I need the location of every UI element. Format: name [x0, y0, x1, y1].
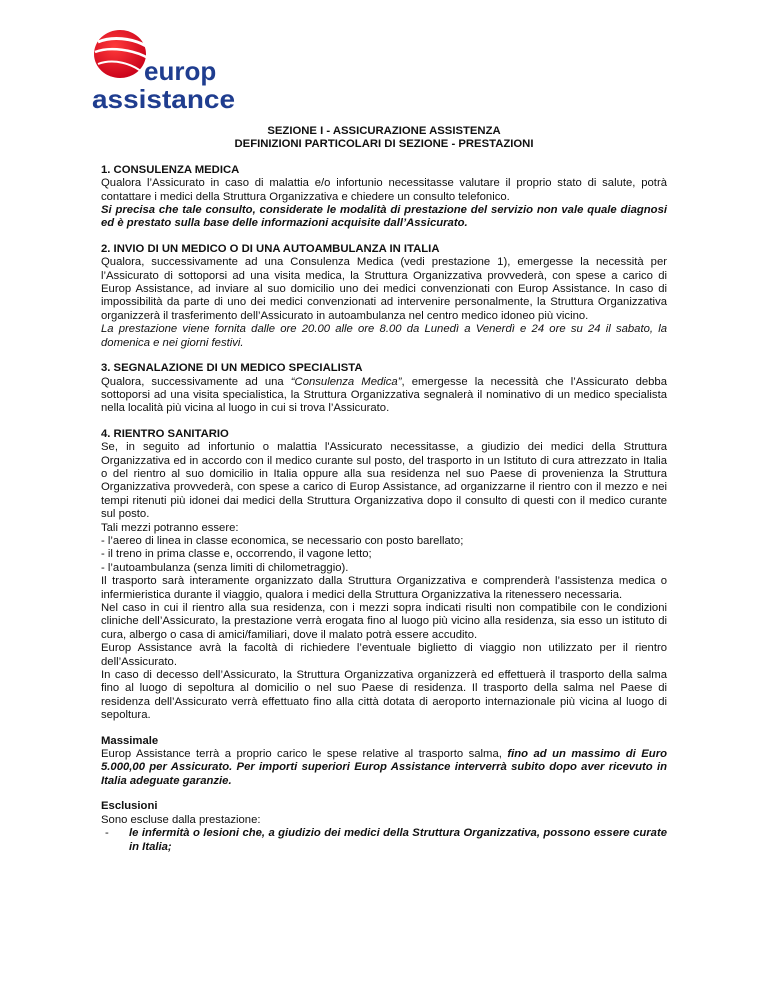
section-3-body-post: , emergesse la necessità che l’Assicurato debba sottoporsi ad una visita specialistica, la Struttura Organizzativa segnalerà il nominativo di un medico specialista nella località più vicina al luogo in cui si trova l’Assicurato. — [101, 375, 667, 415]
section-4-list-item-2: - il treno in prima classe e, occorrendo, il vagone letto; — [101, 548, 372, 561]
section-4-heading: 4. RIENTRO SANITARIO — [101, 427, 229, 440]
section-1-body: Qualora l’Assicurato in caso di malattia e/o infortunio necessitasse valutare il proprio stato di salute, potrà contattare i medici della Struttura Organizzativa e chiedere un consulto telefonico. — [101, 177, 667, 203]
globe-logo-icon — [92, 28, 237, 112]
section-3-body-pre: Qualora, successivamente ad una — [101, 375, 291, 388]
logo-line1: europ — [144, 56, 217, 86]
section-4-p3: Il trasporto sarà interamente organizzato dalla Struttura Organizzativa e comprenderà l’assistenza medica o infermieristica durante il viaggio, qualora i medici della Struttura Organizzativa la ritenessero necessaria. — [101, 575, 667, 601]
section-3-body — [101, 376, 667, 416]
logo-line2: assistance — [92, 84, 235, 112]
europ-assistance-logo — [92, 28, 237, 112]
section-4-p5: Europ Assistance avrà la facoltà di richiedere l’eventuale biglietto di viaggio non utilizzato per il rientro dell’Assicurato. — [101, 642, 667, 668]
massimale-heading: Massimale — [101, 734, 159, 747]
section-4-list-item-1: - l’aereo di linea in classe economica, se necessario con posto barellato; — [101, 534, 464, 547]
section-4-list-item-3: - l’autoambulanza (senza limiti di chilometraggio). — [101, 561, 349, 574]
document-body — [101, 125, 667, 854]
massimale-body — [101, 748, 667, 788]
definitions-title: DEFINIZIONI PARTICOLARI DI SEZIONE - PRESTAZIONI — [234, 138, 534, 151]
section-1-heading: 1. CONSULENZA MEDICA — [101, 163, 240, 176]
section-4-p1: Se, in seguito ad infortunio o malattia l'Assicurato necessitasse, a giudizio dei medici della Struttura Organizzativa ed in accordo con il medico curante sul posto, del trasporto in un Istituto di cura attrezzato in Italia o del rientro al suo domicilio in Italia oppure alla sua residenza nel suo Paese di provenienza la Struttura Organizzativa provvederà, con spese a carico di Europ Assistance, ad organizzarne il rientro con il mezzo e nei tempi ritenuti più idonei dai medici della Struttura Organizzativa dopo il consulto di questi con il medico curante sul posto. — [101, 441, 667, 521]
list-dash: - — [105, 827, 109, 840]
esclusioni-list-item — [101, 827, 667, 854]
section-4-p2: Tali mezzi potranno essere: — [101, 521, 239, 534]
section-4-p6: In caso di decesso dell’Assicurato, la Struttura Organizzativa organizzerà ed effettuerà il trasporto della salma fino al luogo di sepoltura al domicilio o nel suo Paese di residenza. Il trasporto della salma nel Paese di residenza dell’Assicurato verrà effettuato fino alla città dotata di aeroporto internazionale più vicina al luogo di sepoltura. — [101, 669, 667, 722]
section-3-heading: 3. SEGNALAZIONE DI UN MEDICO SPECIALISTA — [101, 362, 363, 375]
esclusioni-item-1: le infermità o lesioni che, a giudizio dei medici della Struttura Organizzativa, possono essere curate in Italia; — [129, 827, 667, 853]
section-1-note: Si precisa che tale consulto, considerate le modalità di prestazione del servizio non vale quale diagnosi ed è prestato sulla base delle informazioni acquisite dall’Assicurato. — [101, 204, 667, 230]
section-2-body: Qualora, successivamente ad una Consulenza Medica (vedi prestazione 1), emergesse la necessità per l’Assicurato di sottoporsi ad una visita medica, la Struttura Organizzativa provvederà, con spese a carico di Europ Assistance, ad inviare al suo domicilio uno dei medici convenzionati con Europ Assistance. In caso di impossibilità da parte di uno dei medici convenzionati ad intervenire personalmente, la Struttura Organizzativa organizzerà il trasferimento dell’Assicurato in autoambulanza nel centro medico idoneo più vicino. — [101, 256, 667, 322]
section-2-heading: 2. INVIO DI UN MEDICO O DI UNA AUTOAMBULANZA IN ITALIA — [101, 242, 440, 255]
esclusioni-heading: Esclusioni — [101, 800, 158, 813]
section-2-note: La prestazione viene fornita dalle ore 20.00 alle ore 8.00 da Lunedì a Venerdì e 24 ore su 24 il sabato, la domenica e nei giorni festivi. — [101, 323, 667, 349]
section-3-body-italic: “Consulenza Medica” — [290, 375, 402, 388]
esclusioni-intro: Sono escluse dalla prestazione: — [101, 813, 261, 826]
massimale-body-bold: fino ad un massimo di Euro 5.000,00 per Assicurato. Per importi superiori Europ Assistance interverrà subito dopo aver ricevuto in Italia adeguate garanzie. — [101, 748, 667, 787]
section-4-p4: Nel caso in cui il rientro alla sua residenza, con i mezzi sopra indicati risulti non compatibile con le condizioni cliniche dell’Assicurato, la prestazione verrà erogata fino al luogo più vicino alla residenza, sia esso un istituto di cura, albergo o casa di amici/familiari, dove il malato potrà essere accudito. — [101, 602, 667, 641]
massimale-body-pre: Europ Assistance terrà a proprio carico le spese relative al trasporto salma, — [101, 748, 508, 761]
section-title: SEZIONE I - ASSICURAZIONE ASSISTENZA — [267, 125, 501, 137]
